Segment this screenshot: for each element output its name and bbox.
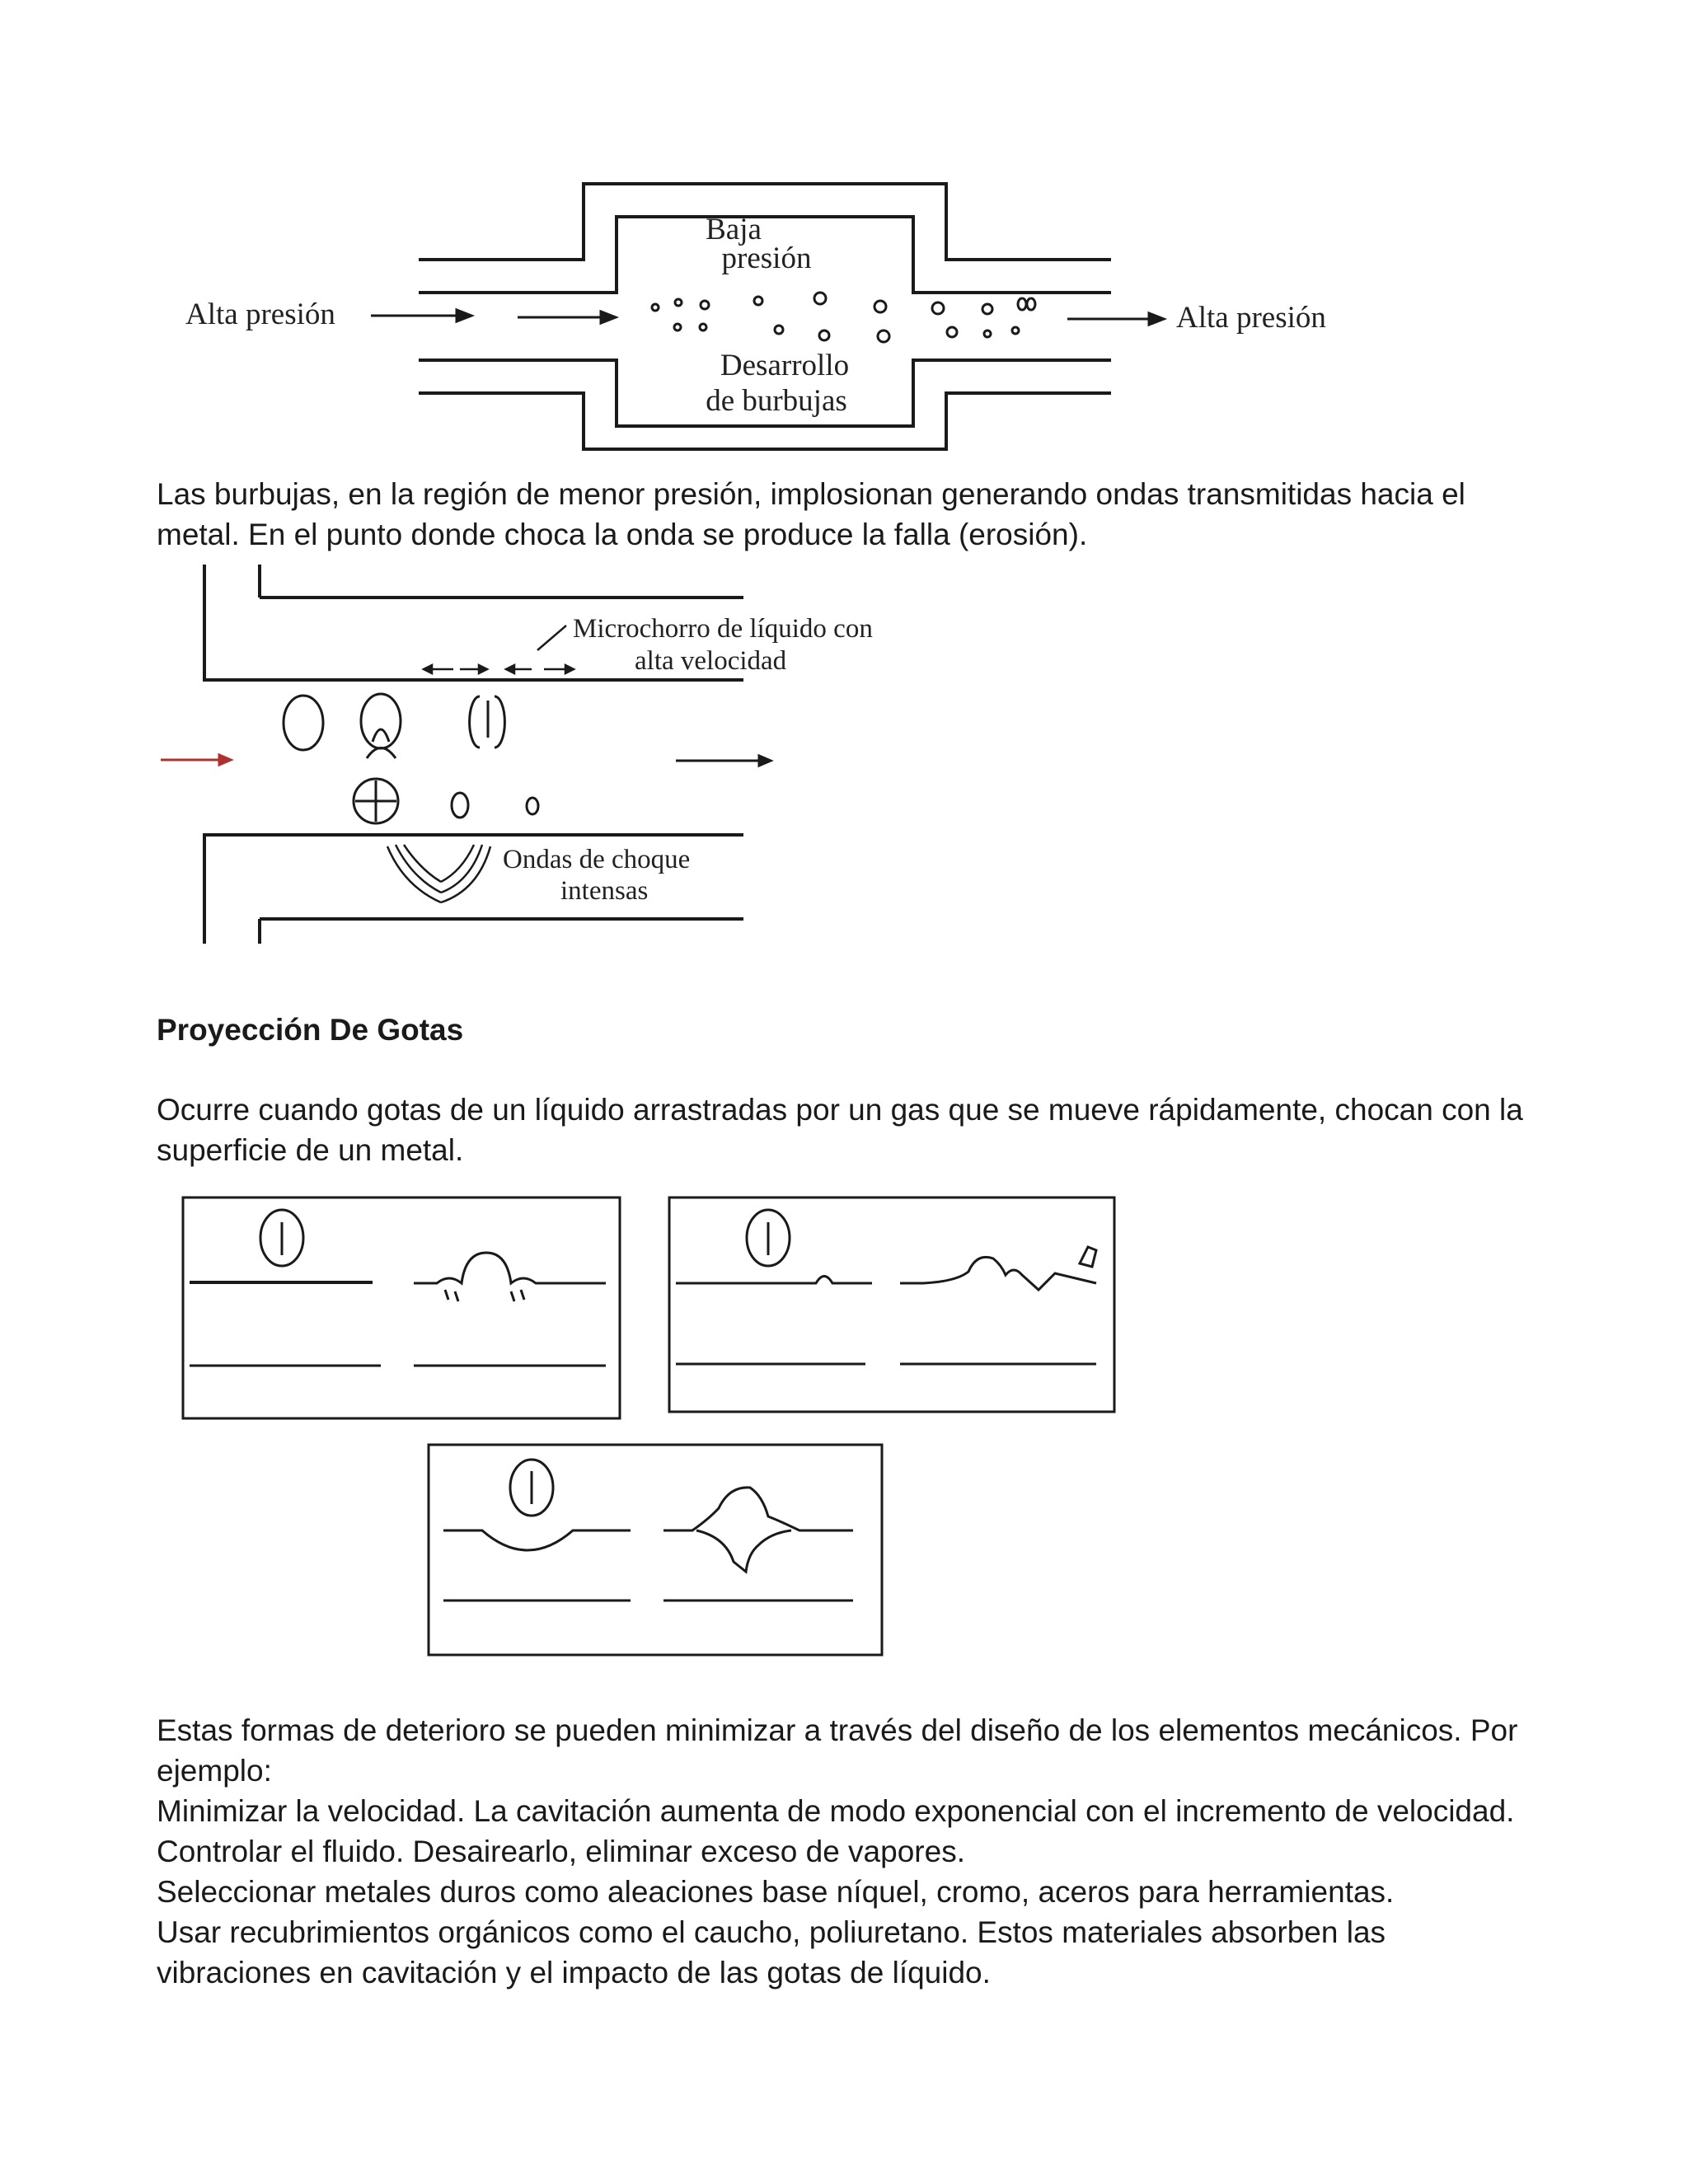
label-intensas: intensas: [560, 876, 649, 906]
paragraph-line: Seleccionar metales duros como aleaciones base níquel, cromo, aceros para herramientas.: [157, 1875, 1395, 1909]
label-alta-presion-right: Alta presión: [1176, 301, 1326, 335]
paragraph-line: vibraciones en cavitación y el impacto de las gotas de líquido.: [157, 1956, 991, 1990]
label-alta-velocidad: alta velocidad: [635, 646, 787, 676]
paragraph-line: Minimizar la velocidad. La cavitación aumenta de modo exponencial con el incremento de velocidad.: [157, 1794, 1515, 1828]
paragraph-line: superficie de un metal.: [157, 1133, 464, 1167]
label-alta-presion-left: Alta presión: [185, 298, 335, 331]
paragraph-minimize: [157, 1710, 1533, 1993]
label-microchorro: Microchorro de líquido con: [573, 614, 873, 644]
paragraph-bubbles: [157, 474, 1533, 555]
paragraph-drops: [157, 1090, 1533, 1170]
label-desarrollo: Desarrollo: [720, 349, 850, 382]
label-presion: presión: [721, 241, 812, 275]
paragraph-line: Estas formas de deterioro se pueden minimizar a través del diseño de los elementos mecánicos. Por: [157, 1713, 1518, 1747]
label-de-burbujas: de burbujas: [706, 384, 847, 418]
paragraph-line: Ocurre cuando gotas de un líquido arrastradas por un gas que se mueve rápidamente, chocan con la: [157, 1093, 1523, 1127]
cavitation-chamber-diagram: [165, 177, 1368, 462]
paragraph-line: Usar recubrimientos orgánicos como el caucho, poliuretano. Estos materiales absorben las: [157, 1915, 1386, 1949]
drop-impact-panels: [165, 1183, 1154, 1661]
paragraph-line: Controlar el fluido. Desairearlo, eliminar exceso de vapores.: [157, 1835, 965, 1868]
section-heading: Proyección De Gotas: [157, 1013, 464, 1047]
paragraph-line: metal. En el punto donde choca la onda se produce la falla (erosión).: [157, 518, 1088, 551]
label-baja: Baja: [706, 213, 762, 246]
microjet-shockwave-diagram: [157, 565, 873, 952]
paragraph-line: ejemplo:: [157, 1754, 272, 1788]
label-ondas-de-choque: Ondas de choque: [503, 845, 691, 874]
paragraph-line: Las burbujas, en la región de menor presión, implosionan generando ondas transmitidas hacia el: [157, 477, 1465, 511]
